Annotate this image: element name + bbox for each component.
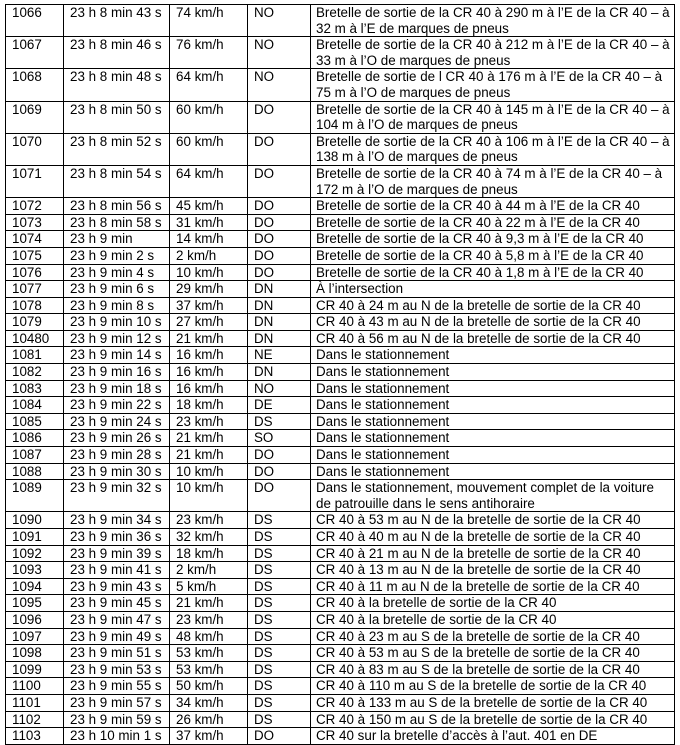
location-cell: Bretelle de sortie de la CR 40 à 22 m à l’E de la CR 40 (311, 214, 675, 231)
time-cell: 23 h 9 min 22 s (64, 397, 170, 414)
speed-cell: 64 km/h (170, 165, 248, 197)
time-cell: 23 h 9 min 24 s (64, 413, 170, 430)
record-number-cell: 1067 (6, 37, 64, 69)
direction-cell: DO (248, 728, 311, 745)
speed-cell: 76 km/h (170, 37, 248, 69)
speed-cell: 23 km/h (170, 512, 248, 529)
time-cell: 23 h 9 min 30 s (64, 463, 170, 480)
location-cell: À l’intersection (311, 281, 675, 298)
location-cell: Bretelle de sortie de la CR 40 à 145 m à l’E de la CR 40 – à 104 m à l’O de marques de pneus (311, 101, 675, 133)
direction-cell: DO (248, 101, 311, 133)
location-cell: Bretelle de sortie de la CR 40 à 9,3 m à l’E de la CR 40 (311, 231, 675, 248)
speed-cell: 21 km/h (170, 595, 248, 612)
direction-cell: DS (248, 628, 311, 645)
table-row (6, 198, 675, 215)
record-number-cell: 1086 (6, 430, 64, 447)
record-number-cell: 10480 (6, 330, 64, 347)
location-cell: CR 40 à 53 m au N de la bretelle de sortie de la CR 40 (311, 512, 675, 529)
table-row (6, 231, 675, 248)
record-number-cell: 1092 (6, 545, 64, 562)
table-row (6, 529, 675, 546)
speed-cell: 10 km/h (170, 264, 248, 281)
table-row (6, 611, 675, 628)
table-row (6, 330, 675, 347)
time-cell: 23 h 10 min 1 s (64, 728, 170, 745)
location-cell: Bretelle de sortie de la CR 40 à 290 m à l’E de la CR 40 – à 32 m à l’E de marques de pneus (311, 5, 675, 37)
table-row (6, 512, 675, 529)
table-row (6, 5, 675, 37)
direction-cell: DN (248, 330, 311, 347)
location-cell: Dans le stationnement (311, 430, 675, 447)
direction-cell: DO (248, 198, 311, 215)
table-row (6, 447, 675, 464)
location-cell: CR 40 à la bretelle de sortie de la CR 40 (311, 611, 675, 628)
location-cell: CR 40 à 150 m au S de la bretelle de sortie de la CR 40 (311, 711, 675, 728)
time-cell: 23 h 9 min 55 s (64, 678, 170, 695)
speed-cell: 14 km/h (170, 231, 248, 248)
direction-cell: DS (248, 694, 311, 711)
table-row (6, 297, 675, 314)
speed-cell: 18 km/h (170, 397, 248, 414)
speed-cell: 21 km/h (170, 330, 248, 347)
table-row (6, 37, 675, 69)
time-cell: 23 h 9 min 34 s (64, 512, 170, 529)
speed-cell: 21 km/h (170, 430, 248, 447)
record-number-cell: 1081 (6, 347, 64, 364)
record-number-cell: 1095 (6, 595, 64, 612)
table-row (6, 165, 675, 197)
time-cell: 23 h 8 min 58 s (64, 214, 170, 231)
speed-cell: 2 km/h (170, 562, 248, 579)
record-number-cell: 1071 (6, 165, 64, 197)
record-number-cell: 1096 (6, 611, 64, 628)
time-cell: 23 h 9 min 41 s (64, 562, 170, 579)
speed-cell: 45 km/h (170, 198, 248, 215)
direction-cell: DO (248, 264, 311, 281)
speed-cell: 31 km/h (170, 214, 248, 231)
speed-cell: 48 km/h (170, 628, 248, 645)
table-row (6, 678, 675, 695)
location-cell: Bretelle de sortie de la CR 40 à 44 m à l’E de la CR 40 (311, 198, 675, 215)
direction-cell: NE (248, 347, 311, 364)
speed-cell: 2 km/h (170, 247, 248, 264)
direction-cell: DS (248, 562, 311, 579)
record-number-cell: 1093 (6, 562, 64, 579)
speed-cell: 21 km/h (170, 447, 248, 464)
location-cell: CR 40 sur la bretelle d’accès à l’aut. 401 en DE (311, 728, 675, 745)
location-cell: CR 40 à 21 m au N de la bretelle de sortie de la CR 40 (311, 545, 675, 562)
time-cell: 23 h 9 min 45 s (64, 595, 170, 612)
record-number-cell: 1085 (6, 413, 64, 430)
record-number-cell: 1098 (6, 645, 64, 662)
location-cell: CR 40 à 40 m au N de la bretelle de sortie de la CR 40 (311, 529, 675, 546)
time-cell: 23 h 9 min 53 s (64, 661, 170, 678)
time-cell: 23 h 9 min 2 s (64, 247, 170, 264)
location-cell: CR 40 à 56 m au N de la bretelle de sortie de la CR 40 (311, 330, 675, 347)
time-cell: 23 h 9 min 12 s (64, 330, 170, 347)
time-cell: 23 h 9 min 18 s (64, 380, 170, 397)
record-number-cell: 1077 (6, 281, 64, 298)
record-number-cell: 1074 (6, 231, 64, 248)
table-row (6, 264, 675, 281)
table-row (6, 694, 675, 711)
speed-cell: 74 km/h (170, 5, 248, 37)
record-number-cell: 1078 (6, 297, 64, 314)
direction-cell: DS (248, 678, 311, 695)
location-cell: Dans le stationnement (311, 413, 675, 430)
record-number-cell: 1091 (6, 529, 64, 546)
direction-cell: DO (248, 231, 311, 248)
time-cell: 23 h 9 min 6 s (64, 281, 170, 298)
location-cell: Bretelle de sortie de la CR 40 à 212 m à l’E de la CR 40 – à 33 m à l’O de marques de pneus (311, 37, 675, 69)
record-number-cell: 1100 (6, 678, 64, 695)
table-row (6, 214, 675, 231)
table-row (6, 628, 675, 645)
table-row (6, 101, 675, 133)
time-cell: 23 h 9 min 28 s (64, 447, 170, 464)
time-cell: 23 h 8 min 46 s (64, 37, 170, 69)
table-row (6, 545, 675, 562)
record-number-cell: 1079 (6, 314, 64, 331)
table-row (6, 480, 675, 512)
record-number-cell: 1072 (6, 198, 64, 215)
speed-cell: 50 km/h (170, 678, 248, 695)
time-cell: 23 h 8 min 52 s (64, 133, 170, 165)
speed-cell: 60 km/h (170, 101, 248, 133)
location-cell: CR 40 à 43 m au N de la bretelle de sortie de la CR 40 (311, 314, 675, 331)
speed-cell: 53 km/h (170, 661, 248, 678)
speed-cell: 32 km/h (170, 529, 248, 546)
direction-cell: SO (248, 430, 311, 447)
table-row (6, 281, 675, 298)
location-cell: CR 40 à 23 m au S de la bretelle de sortie de la CR 40 (311, 628, 675, 645)
speed-cell: 16 km/h (170, 364, 248, 381)
time-cell: 23 h 9 min (64, 231, 170, 248)
table-row (6, 463, 675, 480)
table-row (6, 69, 675, 101)
speed-cell: 27 km/h (170, 314, 248, 331)
location-cell: Dans le stationnement (311, 364, 675, 381)
table-row (6, 380, 675, 397)
direction-cell: DO (248, 214, 311, 231)
direction-cell: DS (248, 512, 311, 529)
record-number-cell: 1070 (6, 133, 64, 165)
record-number-cell: 1094 (6, 578, 64, 595)
direction-cell: DS (248, 611, 311, 628)
table-row (6, 347, 675, 364)
speed-cell: 60 km/h (170, 133, 248, 165)
time-cell: 23 h 9 min 8 s (64, 297, 170, 314)
time-cell: 23 h 9 min 47 s (64, 611, 170, 628)
record-number-cell: 1103 (6, 728, 64, 745)
direction-cell: DO (248, 480, 311, 512)
record-number-cell: 1099 (6, 661, 64, 678)
table-row (6, 645, 675, 662)
direction-cell: DN (248, 281, 311, 298)
direction-cell: DS (248, 545, 311, 562)
direction-cell: DS (248, 413, 311, 430)
direction-cell: DO (248, 447, 311, 464)
location-cell: Dans le stationnement (311, 380, 675, 397)
location-cell: Bretelle de sortie de la CR 40 à 106 m à l’E de la CR 40 – à 138 m à l’O de marques de pneus (311, 133, 675, 165)
direction-cell: NO (248, 380, 311, 397)
record-number-cell: 1073 (6, 214, 64, 231)
gps-data-table (5, 4, 675, 745)
speed-cell: 53 km/h (170, 645, 248, 662)
direction-cell: DO (248, 133, 311, 165)
speed-cell: 18 km/h (170, 545, 248, 562)
speed-cell: 5 km/h (170, 578, 248, 595)
record-number-cell: 1083 (6, 380, 64, 397)
direction-cell: DO (248, 247, 311, 264)
location-cell: CR 40 à 110 m au S de la bretelle de sortie de la CR 40 (311, 678, 675, 695)
record-number-cell: 1087 (6, 447, 64, 464)
time-cell: 23 h 9 min 43 s (64, 578, 170, 595)
time-cell: 23 h 9 min 4 s (64, 264, 170, 281)
direction-cell: DO (248, 165, 311, 197)
table-row (6, 595, 675, 612)
record-number-cell: 1088 (6, 463, 64, 480)
record-number-cell: 1102 (6, 711, 64, 728)
record-number-cell: 1090 (6, 512, 64, 529)
speed-cell: 16 km/h (170, 380, 248, 397)
table-row (6, 133, 675, 165)
location-cell: Bretelle de sortie de la CR 40 à 1,8 m à l’E de la CR 40 (311, 264, 675, 281)
record-number-cell: 1069 (6, 101, 64, 133)
direction-cell: NO (248, 37, 311, 69)
speed-cell: 10 km/h (170, 480, 248, 512)
table-row (6, 364, 675, 381)
record-number-cell: 1075 (6, 247, 64, 264)
speed-cell: 23 km/h (170, 413, 248, 430)
direction-cell: DS (248, 645, 311, 662)
record-number-cell: 1076 (6, 264, 64, 281)
time-cell: 23 h 8 min 48 s (64, 69, 170, 101)
time-cell: 23 h 9 min 14 s (64, 347, 170, 364)
time-cell: 23 h 9 min 26 s (64, 430, 170, 447)
table-row (6, 314, 675, 331)
time-cell: 23 h 8 min 54 s (64, 165, 170, 197)
direction-cell: DS (248, 578, 311, 595)
direction-cell: DS (248, 661, 311, 678)
table-row (6, 661, 675, 678)
direction-cell: DE (248, 397, 311, 414)
table-row (6, 430, 675, 447)
location-cell: Bretelle de sortie de la CR 40 à 5,8 m à l’E de la CR 40 (311, 247, 675, 264)
direction-cell: DN (248, 297, 311, 314)
time-cell: 23 h 9 min 10 s (64, 314, 170, 331)
location-cell: CR 40 à 13 m au N de la bretelle de sortie de la CR 40 (311, 562, 675, 579)
direction-cell: DS (248, 711, 311, 728)
table-row (6, 711, 675, 728)
record-number-cell: 1082 (6, 364, 64, 381)
record-number-cell: 1068 (6, 69, 64, 101)
time-cell: 23 h 8 min 56 s (64, 198, 170, 215)
table-row (6, 413, 675, 430)
direction-cell: DS (248, 529, 311, 546)
location-cell: CR 40 à 83 m au S de la bretelle de sortie de la CR 40 (311, 661, 675, 678)
speed-cell: 29 km/h (170, 281, 248, 298)
speed-cell: 34 km/h (170, 694, 248, 711)
table-row (6, 562, 675, 579)
time-cell: 23 h 9 min 16 s (64, 364, 170, 381)
direction-cell: DN (248, 364, 311, 381)
record-number-cell: 1097 (6, 628, 64, 645)
table-body (6, 5, 675, 745)
record-number-cell: 1066 (6, 5, 64, 37)
time-cell: 23 h 9 min 32 s (64, 480, 170, 512)
time-cell: 23 h 8 min 43 s (64, 5, 170, 37)
direction-cell: DN (248, 314, 311, 331)
record-number-cell: 1084 (6, 397, 64, 414)
record-number-cell: 1089 (6, 480, 64, 512)
table-row (6, 247, 675, 264)
location-cell: Dans le stationnement (311, 397, 675, 414)
location-cell: CR 40 à 11 m au N de la bretelle de sortie de la CR 40 (311, 578, 675, 595)
speed-cell: 37 km/h (170, 728, 248, 745)
direction-cell: NO (248, 69, 311, 101)
speed-cell: 64 km/h (170, 69, 248, 101)
direction-cell: NO (248, 5, 311, 37)
speed-cell: 16 km/h (170, 347, 248, 364)
time-cell: 23 h 9 min 36 s (64, 529, 170, 546)
direction-cell: DS (248, 595, 311, 612)
time-cell: 23 h 8 min 50 s (64, 101, 170, 133)
location-cell: Dans le stationnement (311, 347, 675, 364)
speed-cell: 26 km/h (170, 711, 248, 728)
record-number-cell: 1101 (6, 694, 64, 711)
location-cell: Dans le stationnement, mouvement complet de la voiture de patrouille dans le sens antihoraire (311, 480, 675, 512)
speed-cell: 37 km/h (170, 297, 248, 314)
location-cell: CR 40 à 24 m au N de la bretelle de sortie de la CR 40 (311, 297, 675, 314)
table-row (6, 397, 675, 414)
time-cell: 23 h 9 min 57 s (64, 694, 170, 711)
direction-cell: DO (248, 463, 311, 480)
location-cell: CR 40 à 53 m au S de la bretelle de sortie de la CR 40 (311, 645, 675, 662)
speed-cell: 23 km/h (170, 611, 248, 628)
location-cell: Bretelle de sortie de la CR 40 à 74 m à l’E de la CR 40 – à 172 m à l’O de marques de pneus (311, 165, 675, 197)
time-cell: 23 h 9 min 51 s (64, 645, 170, 662)
table-row (6, 578, 675, 595)
location-cell: CR 40 à la bretelle de sortie de la CR 40 (311, 595, 675, 612)
location-cell: Dans le stationnement (311, 447, 675, 464)
location-cell: Bretelle de sortie de l CR 40 à 176 m à l’E de la CR 40 – à 75 m à l’O de marques de pneus (311, 69, 675, 101)
time-cell: 23 h 9 min 59 s (64, 711, 170, 728)
time-cell: 23 h 9 min 39 s (64, 545, 170, 562)
location-cell: Dans le stationnement (311, 463, 675, 480)
time-cell: 23 h 9 min 49 s (64, 628, 170, 645)
location-cell: CR 40 à 133 m au S de la bretelle de sortie de la CR 40 (311, 694, 675, 711)
speed-cell: 10 km/h (170, 463, 248, 480)
